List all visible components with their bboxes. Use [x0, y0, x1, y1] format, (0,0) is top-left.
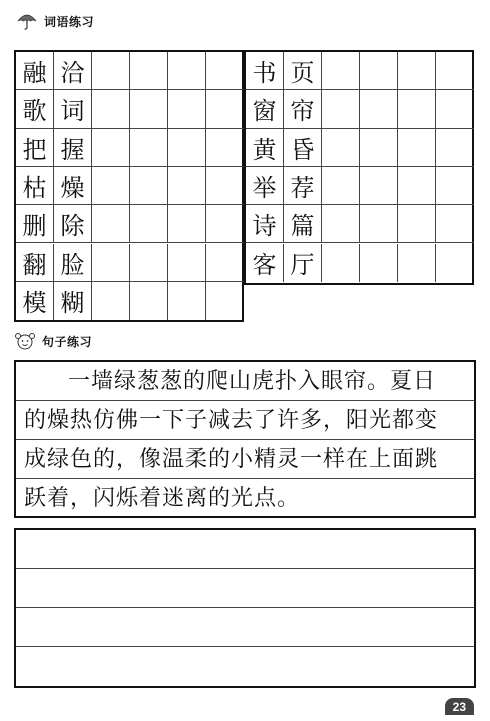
practice-cell[interactable]: [322, 205, 360, 243]
sentence-title-text: 句子练习: [42, 334, 93, 349]
practice-cell[interactable]: [206, 205, 244, 243]
practice-cell[interactable]: [436, 244, 474, 282]
umbrella-icon: [16, 12, 38, 30]
vocab-char: 模: [16, 282, 54, 320]
sentence-line: 的燥热仿佛一下子减去了许多，阳光都变: [16, 401, 474, 440]
practice-cell[interactable]: [398, 52, 436, 90]
writing-line[interactable]: [16, 647, 474, 686]
sentence-line: 一墙绿葱葱的爬山虎扑入眼帘。夏日: [16, 362, 474, 401]
practice-cell[interactable]: [168, 205, 206, 243]
practice-cell[interactable]: [92, 167, 130, 205]
practice-cell[interactable]: [168, 244, 206, 282]
cartoon-face-icon: [14, 332, 36, 350]
practice-cell[interactable]: [168, 129, 206, 167]
vocab-grid-left: [14, 50, 244, 322]
practice-cell[interactable]: [130, 282, 168, 320]
practice-cell[interactable]: [398, 90, 436, 128]
practice-cell[interactable]: [168, 90, 206, 128]
practice-cell[interactable]: [398, 129, 436, 167]
vocab-char: 词: [54, 90, 92, 128]
practice-cell[interactable]: [398, 244, 436, 282]
practice-cell[interactable]: [398, 205, 436, 243]
practice-cell[interactable]: [206, 129, 244, 167]
practice-cell[interactable]: [92, 90, 130, 128]
practice-cell[interactable]: [322, 129, 360, 167]
practice-cell[interactable]: [130, 205, 168, 243]
vocab-char: 删: [16, 205, 54, 243]
writing-box: [14, 528, 476, 688]
vocab-char: 举: [246, 167, 284, 205]
practice-cell[interactable]: [130, 167, 168, 205]
vocab-section-title: [16, 12, 94, 30]
practice-cell[interactable]: [206, 52, 244, 90]
practice-cell[interactable]: [168, 52, 206, 90]
practice-cell[interactable]: [360, 244, 398, 282]
practice-cell[interactable]: [92, 129, 130, 167]
sentence-section-title: [14, 332, 92, 350]
practice-cell[interactable]: [206, 90, 244, 128]
practice-cell[interactable]: [322, 52, 360, 90]
vocab-char: 握: [54, 129, 92, 167]
vocab-char: 页: [284, 52, 322, 90]
practice-cell[interactable]: [130, 244, 168, 282]
practice-cell[interactable]: [360, 167, 398, 205]
vocab-char: 糊: [54, 282, 92, 320]
writing-line[interactable]: [16, 530, 474, 569]
practice-cell[interactable]: [206, 244, 244, 282]
practice-cell[interactable]: [130, 129, 168, 167]
practice-cell[interactable]: [322, 167, 360, 205]
vocab-char: 黄: [246, 129, 284, 167]
vocab-title-text: 词语练习: [44, 14, 95, 29]
practice-cell[interactable]: [360, 52, 398, 90]
vocab-char: 客: [246, 244, 284, 282]
vocab-char: 歌: [16, 90, 54, 128]
vocab-grid-right: [244, 50, 474, 285]
vocab-char: 篇: [284, 205, 322, 243]
vocab-char: 脸: [54, 244, 92, 282]
sentence-line: 成绿色的，像温柔的小精灵一样在上面跳: [16, 440, 474, 479]
practice-cell[interactable]: [130, 90, 168, 128]
writing-line[interactable]: [16, 608, 474, 647]
practice-cell[interactable]: [360, 129, 398, 167]
practice-cell[interactable]: [436, 167, 474, 205]
practice-cell[interactable]: [436, 205, 474, 243]
vocab-char: 把: [16, 129, 54, 167]
vocab-char: 厅: [284, 244, 322, 282]
vocab-char: 荐: [284, 167, 322, 205]
practice-cell[interactable]: [168, 167, 206, 205]
practice-cell[interactable]: [322, 90, 360, 128]
vocab-char: 书: [246, 52, 284, 90]
practice-cell[interactable]: [92, 52, 130, 90]
vocab-char: 燥: [54, 167, 92, 205]
practice-cell[interactable]: [322, 244, 360, 282]
sentence-line: 跃着，闪烁着迷离的光点。: [24, 486, 301, 511]
practice-cell[interactable]: [436, 52, 474, 90]
writing-line[interactable]: [16, 569, 474, 608]
vocab-char: 诗: [246, 205, 284, 243]
practice-cell[interactable]: [206, 167, 244, 205]
practice-cell[interactable]: [360, 90, 398, 128]
vocab-char: 窗: [246, 90, 284, 128]
practice-cell[interactable]: [436, 90, 474, 128]
practice-cell[interactable]: [168, 282, 206, 320]
vocab-char: 融: [16, 52, 54, 90]
sentence-box: [14, 360, 476, 518]
practice-cell[interactable]: [206, 282, 244, 320]
practice-cell[interactable]: [398, 167, 436, 205]
vocab-char: 帘: [284, 90, 322, 128]
vocab-char: 枯: [16, 167, 54, 205]
vocab-char: 昏: [284, 129, 322, 167]
vocab-char: 洽: [54, 52, 92, 90]
practice-cell[interactable]: [92, 282, 130, 320]
vocab-char: 翻: [16, 244, 54, 282]
vocab-char: 除: [54, 205, 92, 243]
practice-cell[interactable]: [130, 52, 168, 90]
practice-cell[interactable]: [360, 205, 398, 243]
practice-cell[interactable]: [92, 244, 130, 282]
practice-cell[interactable]: [436, 129, 474, 167]
practice-cell[interactable]: [92, 205, 130, 243]
page-number: 23: [445, 698, 474, 715]
